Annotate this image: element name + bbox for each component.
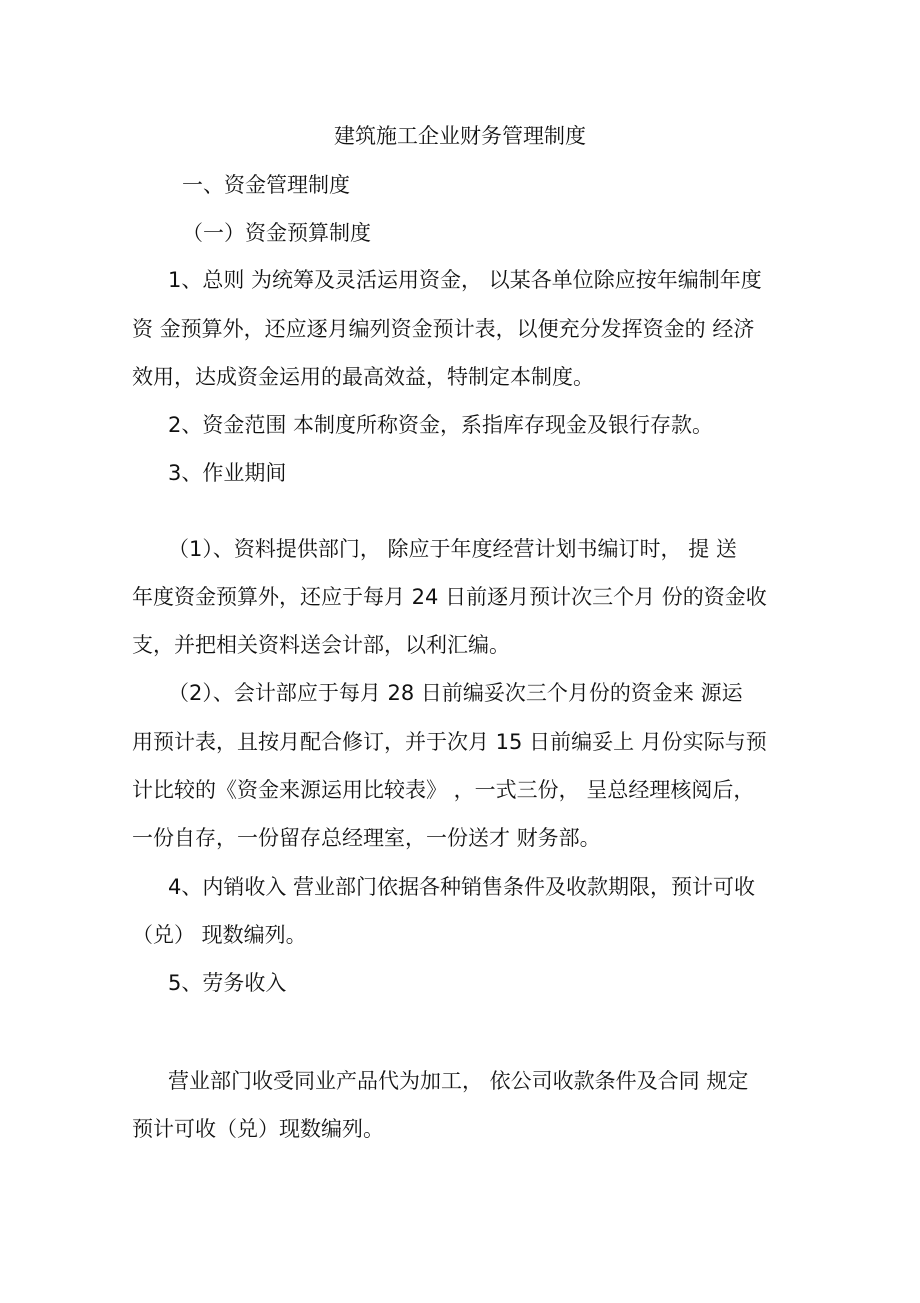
paragraph-item-1-line-3: 支，并把相关资料送会计部，以利汇编。 bbox=[132, 633, 510, 657]
paragraph-item-2-line-3: 计比较的《资金来源运用比较表》 ，一式三份， 呈总经理核阅后， bbox=[132, 778, 755, 802]
paragraph-fund-scope: 2、资金范围 本制度所称资金，系指库存现金及银行存款。 bbox=[168, 413, 714, 437]
paragraph-domestic-sales-line-1: 4、内销收入 营业部门依据各种销售条件及收款期限，预计可收 bbox=[168, 875, 756, 899]
paragraph-general-line-1: 1、总则 为统筹及灵活运用资金， 以某各单位除应按年编制年度 bbox=[168, 268, 762, 292]
paragraph-processing-line-1: 营业部门收受同业产品代为加工， 依公司收款条件及合同 规定 bbox=[168, 1069, 749, 1093]
paragraph-item-1-line-1: （1）、资料提供部门， 除应于年度经营计划书编订时， 提 送 bbox=[168, 537, 737, 561]
paragraph-domestic-sales-line-2: （兑） 现数编列。 bbox=[132, 923, 307, 947]
paragraph-item-2-line-2: 用预计表，且按月配合修订，并于次月 15 日前编妥上 月份实际与预 bbox=[132, 730, 767, 754]
paragraph-labor-income: 5、劳务收入 bbox=[168, 971, 287, 995]
subsection-heading-fund-budget: （一）资金预算制度 bbox=[182, 221, 371, 245]
paragraph-operation-period: 3、作业期间 bbox=[168, 461, 287, 485]
document-title: 建筑施工企业财务管理制度 bbox=[334, 124, 586, 148]
paragraph-general-line-2: 资 金预算外，还应逐月编列资金预计表，以便充分发挥资金的 经济 bbox=[132, 317, 755, 341]
paragraph-item-1-line-2: 年度资金预算外，还应于每月 24 日前逐月预计次三个月 份的资金收 bbox=[132, 585, 767, 609]
paragraph-general-line-3: 效用，达成资金运用的最高效益，特制定本制度。 bbox=[132, 365, 594, 389]
paragraph-item-2-line-1: （2）、会计部应于每月 28 日前编妥次三个月份的资金来 源运 bbox=[168, 681, 743, 705]
paragraph-item-2-line-4: 一份自存，一份留存总经理室，一份送才 财务部。 bbox=[132, 826, 601, 850]
section-heading-fund-management: 一、资金管理制度 bbox=[182, 173, 350, 197]
paragraph-processing-line-2: 预计可收（兑）现数编列。 bbox=[132, 1117, 384, 1141]
